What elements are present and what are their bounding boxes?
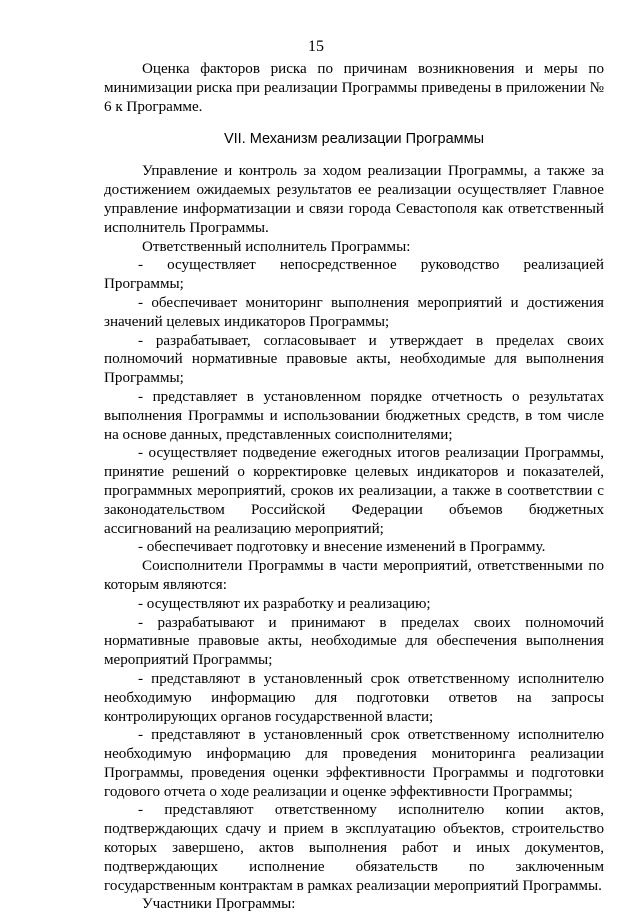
paragraph-participants: Участники Программы:	[142, 896, 296, 913]
list-item: - представляют в установленный срок ответственному исполнителю необходимую информацию для проведения мониторинга реализации Программы, проведения оценки эффективности Программы и подготовки годового отчета о ходе реализации и оценке эффективности Программы;	[104, 727, 604, 800]
list-item: - разрабатывает, согласовывает и утверждает в пределах своих полномочий нормативные правовые акты, необходимые для выполнения Программы;	[104, 332, 604, 387]
list-item: - осуществляют их разработку и реализацию;	[138, 595, 431, 612]
section-heading: VII. Механизм реализации Программы	[223, 131, 484, 148]
list-item: - представляет в установленном порядке отчетность о результатах выполнения Программы и использовании бюджетных средств, в том числе на основе данных, представленных соисполнителями;	[104, 388, 604, 443]
list-item: - осуществляет подведение ежегодных итогов реализации Программы, принятие решений о корректировке целевых индикаторов и показателей, программных мероприятий, сроков их реализации, а также в соответствии с законодательством Российской Федерации объемов бюджетных ассигнований на реализацию мероприятий;	[104, 445, 604, 537]
list-item: - осуществляет непосредственное руководство реализацией Программы;	[104, 257, 604, 293]
document-body	[104, 60, 604, 914]
page-number: 15	[308, 38, 324, 55]
paragraph-management: Управление и контроль за ходом реализации Программы, а также за достижением ожидаемых результатов ее реализации осуществляет Главное управление информатизации и связи города Севастополя как ответственный исполнитель Программы.	[104, 163, 604, 236]
list-item: - разрабатывают и принимают в пределах своих полномочий нормативные правовые акты, необходимые для обеспечения выполнения мероприятий Программы;	[104, 614, 604, 669]
list-item: - представляют в установленный срок ответственному исполнителю необходимую информацию для подготовки ответов на запросы контролирующих органов государственной власти;	[104, 670, 604, 725]
paragraph-risk-factors: Оценка факторов риска по причинам возникновения и меры по минимизации риска при реализации Программы приведены в приложении № 6 к Программе.	[104, 61, 604, 115]
paragraph-co-executors: Соисполнители Программы в части мероприятий, ответственными по которым являются:	[104, 558, 604, 593]
list-item: - обеспечивает мониторинг выполнения мероприятий и достижения значений целевых индикаторов Программы;	[104, 294, 604, 330]
list-item: - представляют ответственному исполнителю копии актов, подтверждающих сдачу и прием в эксплуатацию объектов, строительство которых завершено, актов выполнения работ и иных документов, подтверждающих исполнение обязательств по заключенным государственным контрактам в рамках реализации мероприятий Программы.	[104, 802, 604, 894]
paragraph-responsible-executor: Ответственный исполнитель Программы:	[142, 238, 411, 255]
list-item: - обеспечивает подготовку и внесение изменений в Программу.	[138, 539, 546, 556]
